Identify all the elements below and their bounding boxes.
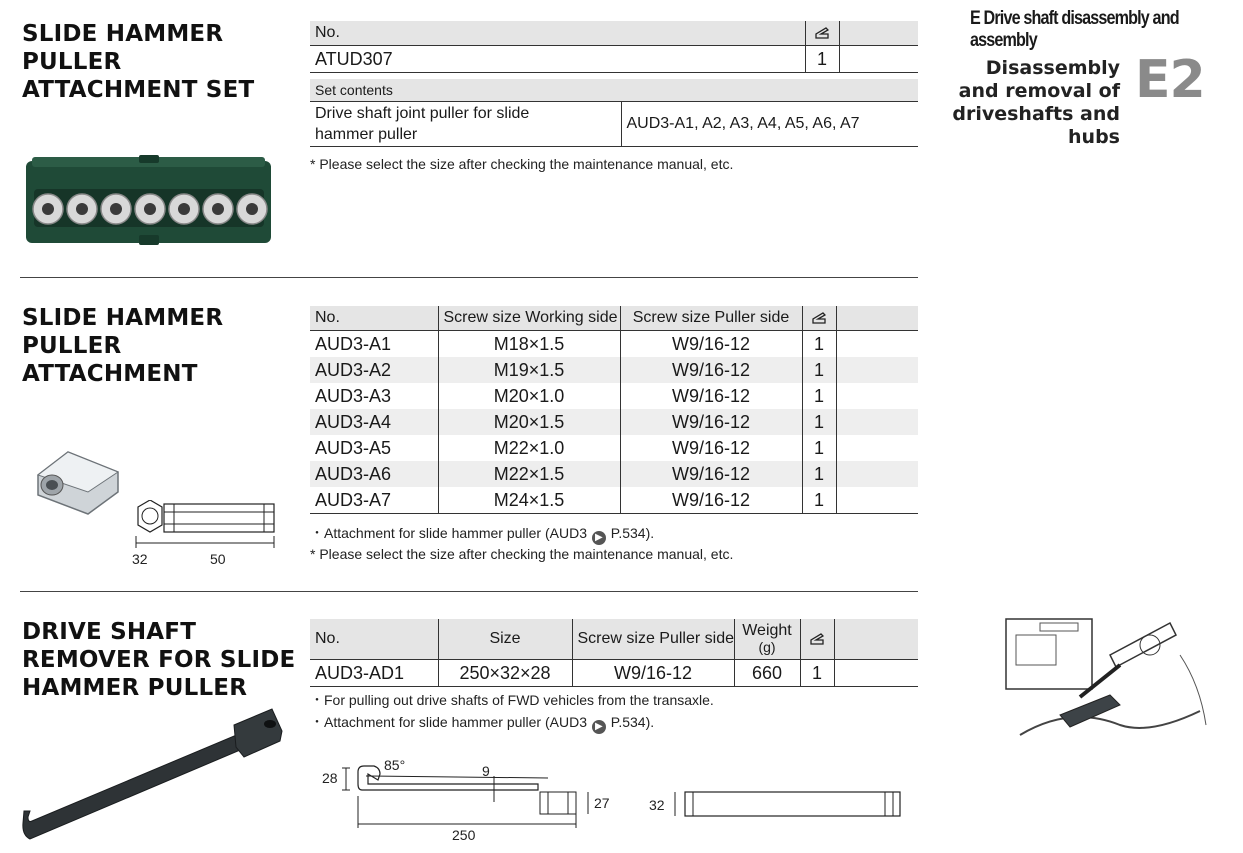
quantity-icon — [810, 633, 824, 645]
section3-note1: ・For pulling out drive shafts of FWD vehicles from the transaxle. — [310, 692, 714, 708]
table-row — [310, 383, 918, 409]
col-header-working: Screw size Working side — [438, 306, 620, 331]
dim-length: 50 — [210, 551, 226, 567]
divider — [20, 277, 918, 278]
row-puller: W9/16-12 — [620, 487, 802, 514]
table-row — [310, 435, 918, 461]
section2-title — [22, 304, 223, 388]
title-line: HAMMER PULLER — [22, 675, 248, 701]
row-qty: 1 — [802, 435, 836, 461]
table-row — [310, 331, 918, 358]
section3-title — [22, 618, 295, 702]
col-header-size: Size — [438, 619, 572, 660]
row-no: AUD3-AD1 — [315, 662, 405, 683]
dim-end: 27 — [594, 795, 610, 811]
row-qty: 1 — [802, 331, 836, 358]
title-line: DRIVE SHAFT — [22, 619, 197, 645]
weight-unit: (g) — [758, 639, 776, 655]
quantity-icon — [812, 312, 826, 324]
page-ref-arrow-icon: ▶ — [592, 720, 606, 734]
row-qty: 1 — [802, 461, 836, 487]
row-qty: 1 — [800, 660, 834, 687]
dim-thickness: 9 — [482, 763, 490, 779]
row-no: AUD3-A2 — [310, 357, 438, 383]
row-working: M20×1.5 — [438, 409, 620, 435]
col-header-no: No. — [310, 619, 438, 660]
row-puller: W9/16-12 — [620, 383, 802, 409]
row-weight: 660 — [734, 660, 800, 687]
section-description — [940, 57, 1120, 149]
title-line: PULLER — [22, 49, 122, 75]
title-line: PULLER — [22, 333, 122, 359]
dim-angle: 85° — [384, 757, 406, 773]
row-working: M20×1.0 — [438, 383, 620, 409]
row-qty: 1 — [802, 487, 836, 514]
table-row — [310, 487, 918, 514]
dim-length: 250 — [452, 827, 476, 843]
section-code: E2 — [1135, 50, 1205, 110]
page-ref-text[interactable]: P.534). — [610, 714, 655, 730]
remover-side-view-drawing — [645, 784, 910, 824]
dim-width: 32 — [132, 551, 148, 567]
row-puller: W9/16-12 — [572, 660, 734, 687]
dim-side: 32 — [649, 797, 665, 813]
attachment-set-box-image — [24, 155, 274, 250]
col-header-qty — [800, 619, 834, 660]
title-line: ATTACHMENT — [22, 361, 198, 387]
remover-table — [310, 619, 918, 687]
attachment-set-table — [310, 21, 918, 147]
row-no: AUD3-A5 — [315, 437, 392, 458]
title-line: SLIDE HAMMER — [22, 21, 224, 47]
table-row — [310, 357, 918, 383]
row-puller: W9/16-12 — [620, 357, 802, 383]
col-header-weight — [734, 619, 800, 660]
item-line: hammer puller — [315, 126, 418, 143]
row-qty: 1 — [802, 383, 836, 409]
col-header-puller: Screw size Puller side — [620, 306, 802, 331]
divider — [20, 591, 918, 592]
set-item-name — [310, 102, 621, 147]
section1-note: * Please select the size after checking the maintenance manual, etc. — [310, 156, 734, 172]
col-header-no: No. — [310, 21, 621, 46]
row-working: M22×1.0 — [438, 435, 620, 461]
set-number: ATUD307 — [310, 46, 805, 73]
title-line: REMOVER FOR SLIDE — [22, 647, 296, 673]
row-no: AUD3-A6 — [310, 461, 438, 487]
set-contents-label: Set contents — [310, 79, 918, 102]
hex-coupler-image — [28, 440, 128, 520]
attachment-table — [310, 306, 918, 514]
coupler-dimension-drawing — [118, 500, 283, 570]
page-ref-arrow-icon: ▶ — [592, 531, 606, 545]
table-row — [310, 660, 918, 687]
set-item-models: AUD3-A1, A2, A3, A4, A5, A6, A7 — [621, 102, 918, 147]
row-working: M22×1.5 — [438, 461, 620, 487]
description-line: and removal of — [958, 80, 1120, 102]
row-no: AUD3-A1 — [315, 333, 392, 354]
set-qty: 1 — [805, 46, 839, 73]
remover-dimension-drawing — [318, 756, 618, 846]
title-line: SLIDE HAMMER — [22, 305, 224, 331]
row-size: 250×32×28 — [438, 660, 572, 687]
section3-note2 — [310, 712, 654, 734]
row-puller: W9/16-12 — [620, 435, 802, 461]
quantity-icon — [815, 27, 829, 39]
weight-label: Weight — [742, 622, 792, 639]
section2-note1 — [310, 523, 654, 545]
dim-height: 28 — [322, 770, 338, 786]
row-puller: W9/16-12 — [620, 409, 802, 435]
item-line: Drive shaft joint puller for slide — [315, 105, 530, 122]
row-no: AUD3-A3 — [315, 385, 392, 406]
note-text: ・Attachment for slide hammer puller (AUD3 — [310, 714, 587, 730]
col-header-puller: Screw size Puller side — [572, 619, 734, 660]
row-qty: 1 — [802, 357, 836, 383]
description-line: driveshafts and — [952, 103, 1120, 125]
usage-illustration — [1000, 615, 1215, 745]
row-working: M24×1.5 — [438, 487, 620, 514]
drive-shaft-remover-image — [20, 705, 290, 845]
category-title: E Drive shaft disassembly and assembly — [970, 8, 1179, 51]
page-ref-text[interactable]: P.534). — [610, 525, 655, 541]
section1-title — [22, 20, 254, 104]
col-header-qty — [802, 306, 836, 331]
row-qty: 1 — [802, 409, 836, 435]
note-text: ・Attachment for slide hammer puller (AUD3 — [310, 525, 587, 541]
title-line: ATTACHMENT SET — [22, 77, 255, 103]
row-working: M18×1.5 — [438, 331, 620, 358]
row-puller: W9/16-12 — [620, 461, 802, 487]
col-header-qty — [805, 21, 839, 46]
table-row — [310, 461, 918, 487]
row-no: AUD3-A7 — [315, 489, 392, 510]
description-line: hubs — [1068, 126, 1120, 148]
section2-note2: * Please select the size after checking the maintenance manual, etc. — [310, 546, 734, 562]
row-no: AUD3-A4 — [310, 409, 438, 435]
row-puller: W9/16-12 — [620, 331, 802, 358]
table-row — [310, 409, 918, 435]
col-header-no: No. — [310, 306, 438, 331]
row-working: M19×1.5 — [438, 357, 620, 383]
description-line: Disassembly — [985, 57, 1120, 79]
